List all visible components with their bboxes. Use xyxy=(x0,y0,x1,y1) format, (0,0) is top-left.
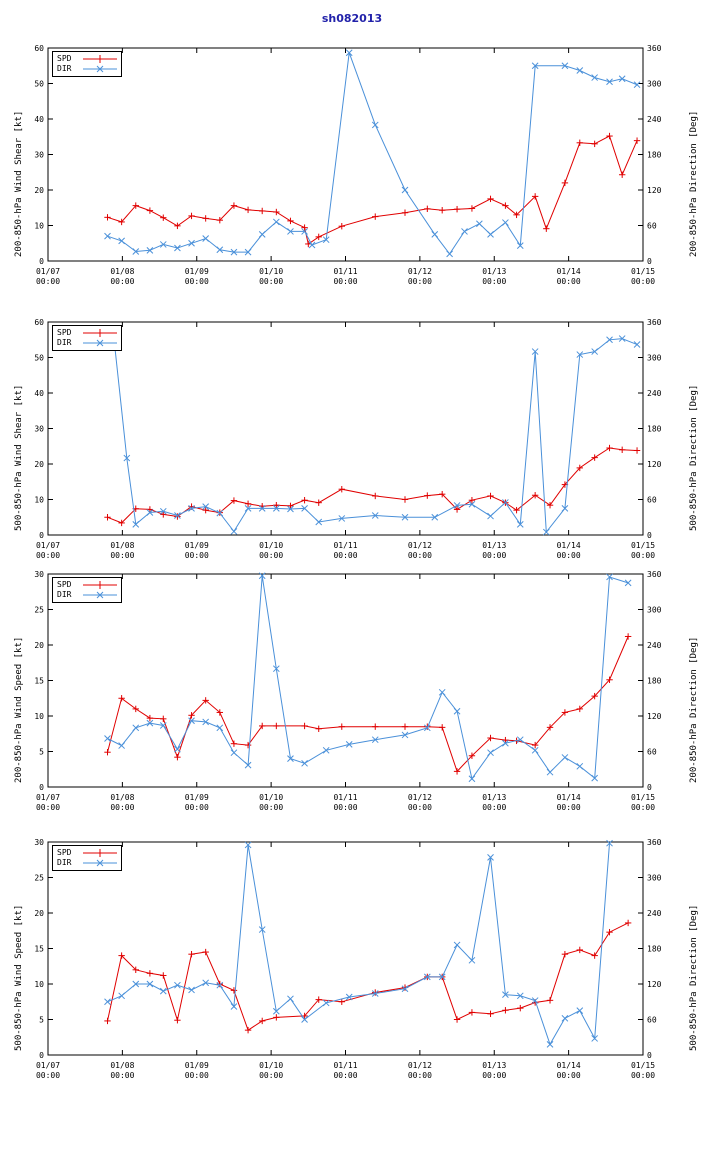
legend-item-dir xyxy=(57,590,117,600)
svg-text:01/12: 01/12 xyxy=(407,541,432,550)
svg-text:00:00: 00:00 xyxy=(184,1071,209,1080)
legend-item-spd xyxy=(57,54,117,64)
svg-text:00:00: 00:00 xyxy=(482,803,507,812)
svg-text:01/14: 01/14 xyxy=(556,1061,581,1070)
legend-swatch-dir xyxy=(83,338,117,348)
svg-text:00:00: 00:00 xyxy=(110,551,135,560)
svg-text:00:00: 00:00 xyxy=(35,277,61,286)
svg-text:01/10: 01/10 xyxy=(259,267,284,276)
legend-label-dir: DIR xyxy=(57,590,72,599)
svg-text:01/13: 01/13 xyxy=(482,793,507,802)
svg-text:15: 15 xyxy=(34,676,44,686)
svg-text:00:00: 00:00 xyxy=(407,1071,432,1080)
chart-panel xyxy=(0,318,704,591)
svg-text:240: 240 xyxy=(647,909,662,918)
y2-axis-label: 200-850-hPa Direction [Deg] xyxy=(689,636,699,783)
svg-text:300: 300 xyxy=(647,605,662,615)
svg-text:60: 60 xyxy=(34,44,44,53)
svg-text:180: 180 xyxy=(647,424,662,434)
svg-text:00:00: 00:00 xyxy=(556,803,581,812)
svg-text:01/11: 01/11 xyxy=(333,1061,358,1070)
legend-swatch-dir xyxy=(83,64,117,74)
legend-swatch-dir xyxy=(83,858,117,868)
legend-item-spd xyxy=(57,328,117,338)
y-axis-label: 200-850-hPa Wind Speed [kt] xyxy=(14,636,24,783)
chart-legend xyxy=(52,577,122,603)
svg-text:01/12: 01/12 xyxy=(407,793,432,802)
svg-text:240: 240 xyxy=(647,641,662,650)
svg-text:01/07: 01/07 xyxy=(35,541,61,550)
svg-text:01/08: 01/08 xyxy=(110,267,135,276)
svg-text:00:00: 00:00 xyxy=(35,803,61,812)
svg-text:60: 60 xyxy=(647,221,657,231)
svg-text:20: 20 xyxy=(34,641,44,650)
svg-text:00:00: 00:00 xyxy=(482,277,507,286)
svg-text:0: 0 xyxy=(647,783,652,792)
svg-text:00:00: 00:00 xyxy=(333,803,358,812)
svg-text:120: 120 xyxy=(647,460,662,469)
svg-text:60: 60 xyxy=(647,747,657,757)
svg-text:0: 0 xyxy=(647,531,652,540)
legend-label-dir: DIR xyxy=(57,64,72,73)
svg-text:00:00: 00:00 xyxy=(110,1071,135,1080)
svg-text:180: 180 xyxy=(647,944,662,954)
svg-text:0: 0 xyxy=(647,1051,652,1060)
svg-text:01/08: 01/08 xyxy=(110,793,135,802)
svg-text:360: 360 xyxy=(647,318,662,327)
svg-text:120: 120 xyxy=(647,712,662,721)
svg-text:00:00: 00:00 xyxy=(259,551,284,560)
legend-item-dir xyxy=(57,858,117,868)
svg-text:0: 0 xyxy=(39,1051,44,1060)
chart-svg xyxy=(0,44,704,315)
legend-item-spd xyxy=(57,580,117,590)
svg-text:10: 10 xyxy=(34,221,44,231)
svg-text:00:00: 00:00 xyxy=(259,803,284,812)
svg-text:360: 360 xyxy=(647,570,662,579)
svg-text:20: 20 xyxy=(34,186,44,195)
y2-axis-label: 500-850-hPa Direction [Deg] xyxy=(689,384,699,531)
svg-text:01/07: 01/07 xyxy=(35,267,61,276)
svg-text:180: 180 xyxy=(647,676,662,686)
svg-text:50: 50 xyxy=(34,79,44,89)
legend-label-dir: DIR xyxy=(57,858,72,867)
svg-text:10: 10 xyxy=(34,712,44,721)
svg-text:00:00: 00:00 xyxy=(407,277,432,286)
svg-text:01/09: 01/09 xyxy=(184,267,209,276)
svg-text:360: 360 xyxy=(647,838,662,847)
svg-text:01/10: 01/10 xyxy=(259,541,284,550)
svg-text:30: 30 xyxy=(34,150,44,160)
svg-text:120: 120 xyxy=(647,980,662,989)
svg-text:300: 300 xyxy=(647,873,662,883)
svg-text:0: 0 xyxy=(39,783,44,792)
svg-text:00:00: 00:00 xyxy=(184,803,209,812)
svg-text:60: 60 xyxy=(34,318,44,327)
svg-text:01/09: 01/09 xyxy=(184,1061,209,1070)
legend-swatch-dir xyxy=(83,590,117,600)
legend-item-dir xyxy=(57,338,117,348)
legend-label-spd: SPD xyxy=(57,328,72,337)
svg-text:00:00: 00:00 xyxy=(407,803,432,812)
legend-swatch-spd xyxy=(83,848,117,858)
svg-text:01/13: 01/13 xyxy=(482,267,507,276)
svg-text:60: 60 xyxy=(647,1015,657,1025)
svg-text:300: 300 xyxy=(647,79,662,89)
legend-swatch-spd xyxy=(83,328,117,338)
svg-text:00:00: 00:00 xyxy=(630,1071,656,1080)
svg-text:00:00: 00:00 xyxy=(556,1071,581,1080)
y-axis-label: 200-850-hPa Wind Shear [kt] xyxy=(14,110,24,257)
svg-text:00:00: 00:00 xyxy=(35,1071,61,1080)
svg-text:00:00: 00:00 xyxy=(407,551,432,560)
svg-text:01/11: 01/11 xyxy=(333,793,358,802)
svg-text:00:00: 00:00 xyxy=(482,1071,507,1080)
svg-text:40: 40 xyxy=(34,115,44,124)
svg-text:5: 5 xyxy=(39,1015,44,1025)
svg-text:20: 20 xyxy=(34,460,44,469)
svg-text:0: 0 xyxy=(39,257,44,266)
legend-item-spd xyxy=(57,848,117,858)
legend-label-spd: SPD xyxy=(57,54,72,63)
svg-text:00:00: 00:00 xyxy=(110,277,135,286)
y2-axis-label: 200-850-hPa Direction [Deg] xyxy=(689,110,699,257)
svg-text:01/10: 01/10 xyxy=(259,793,284,802)
legend-label-spd: SPD xyxy=(57,848,72,857)
svg-text:01/15: 01/15 xyxy=(630,267,656,276)
chart-panel xyxy=(0,838,704,1111)
svg-text:01/15: 01/15 xyxy=(630,541,656,550)
svg-text:00:00: 00:00 xyxy=(333,551,358,560)
svg-text:01/11: 01/11 xyxy=(333,541,358,550)
svg-text:01/12: 01/12 xyxy=(407,1061,432,1070)
svg-text:300: 300 xyxy=(647,353,662,363)
svg-text:10: 10 xyxy=(34,980,44,989)
svg-text:01/14: 01/14 xyxy=(556,267,581,276)
svg-text:01/07: 01/07 xyxy=(35,1061,61,1070)
svg-text:00:00: 00:00 xyxy=(259,1071,284,1080)
legend-item-dir xyxy=(57,64,117,74)
legend-swatch-spd xyxy=(83,54,117,64)
chart-legend xyxy=(52,845,122,871)
svg-text:00:00: 00:00 xyxy=(482,551,507,560)
svg-text:30: 30 xyxy=(34,570,44,579)
chart-panel xyxy=(0,44,704,317)
svg-text:360: 360 xyxy=(647,44,662,53)
svg-text:01/15: 01/15 xyxy=(630,1061,656,1070)
svg-text:180: 180 xyxy=(647,150,662,160)
chart-panel xyxy=(0,570,704,843)
svg-text:5: 5 xyxy=(39,747,44,757)
svg-text:01/10: 01/10 xyxy=(259,1061,284,1070)
svg-text:00:00: 00:00 xyxy=(556,277,581,286)
svg-text:30: 30 xyxy=(34,838,44,847)
legend-label-dir: DIR xyxy=(57,338,72,347)
svg-text:120: 120 xyxy=(647,186,662,195)
svg-text:0: 0 xyxy=(647,257,652,266)
svg-text:00:00: 00:00 xyxy=(333,277,358,286)
svg-text:01/13: 01/13 xyxy=(482,541,507,550)
svg-text:20: 20 xyxy=(34,909,44,918)
svg-text:01/14: 01/14 xyxy=(556,541,581,550)
legend-label-spd: SPD xyxy=(57,580,72,589)
chart-legend xyxy=(52,325,122,351)
svg-text:01/15: 01/15 xyxy=(630,793,656,802)
svg-text:15: 15 xyxy=(34,944,44,954)
svg-text:10: 10 xyxy=(34,495,44,505)
svg-text:01/13: 01/13 xyxy=(482,1061,507,1070)
svg-text:01/11: 01/11 xyxy=(333,267,358,276)
chart-svg xyxy=(0,838,704,1109)
svg-text:240: 240 xyxy=(647,115,662,124)
svg-text:240: 240 xyxy=(647,389,662,398)
legend-swatch-spd xyxy=(83,580,117,590)
svg-text:60: 60 xyxy=(647,495,657,505)
svg-text:00:00: 00:00 xyxy=(184,277,209,286)
svg-text:30: 30 xyxy=(34,424,44,434)
svg-text:00:00: 00:00 xyxy=(259,277,284,286)
svg-text:50: 50 xyxy=(34,353,44,363)
chart-legend xyxy=(52,51,122,77)
svg-text:00:00: 00:00 xyxy=(184,551,209,560)
svg-text:00:00: 00:00 xyxy=(630,277,656,286)
svg-text:00:00: 00:00 xyxy=(35,551,61,560)
chart-svg xyxy=(0,570,704,841)
page-title: sh082013 xyxy=(321,12,383,25)
svg-text:00:00: 00:00 xyxy=(110,803,135,812)
svg-text:01/09: 01/09 xyxy=(184,793,209,802)
y-axis-label: 500-850-hPa Wind Shear [kt] xyxy=(14,384,24,531)
svg-text:01/09: 01/09 xyxy=(184,541,209,550)
svg-text:01/12: 01/12 xyxy=(407,267,432,276)
y-axis-label: 500-850-hPa Wind Speed [kt] xyxy=(14,904,24,1051)
svg-text:00:00: 00:00 xyxy=(556,551,581,560)
chart-svg xyxy=(0,318,704,589)
y2-axis-label: 500-850-hPa Direction [Deg] xyxy=(689,904,699,1051)
svg-text:25: 25 xyxy=(34,605,44,615)
svg-text:00:00: 00:00 xyxy=(333,1071,358,1080)
svg-text:25: 25 xyxy=(34,873,44,883)
svg-text:40: 40 xyxy=(34,389,44,398)
svg-text:01/14: 01/14 xyxy=(556,793,581,802)
svg-text:01/07: 01/07 xyxy=(35,793,61,802)
svg-text:00:00: 00:00 xyxy=(630,551,656,560)
svg-text:01/08: 01/08 xyxy=(110,1061,135,1070)
svg-text:01/08: 01/08 xyxy=(110,541,135,550)
svg-text:00:00: 00:00 xyxy=(630,803,656,812)
svg-text:0: 0 xyxy=(39,531,44,540)
